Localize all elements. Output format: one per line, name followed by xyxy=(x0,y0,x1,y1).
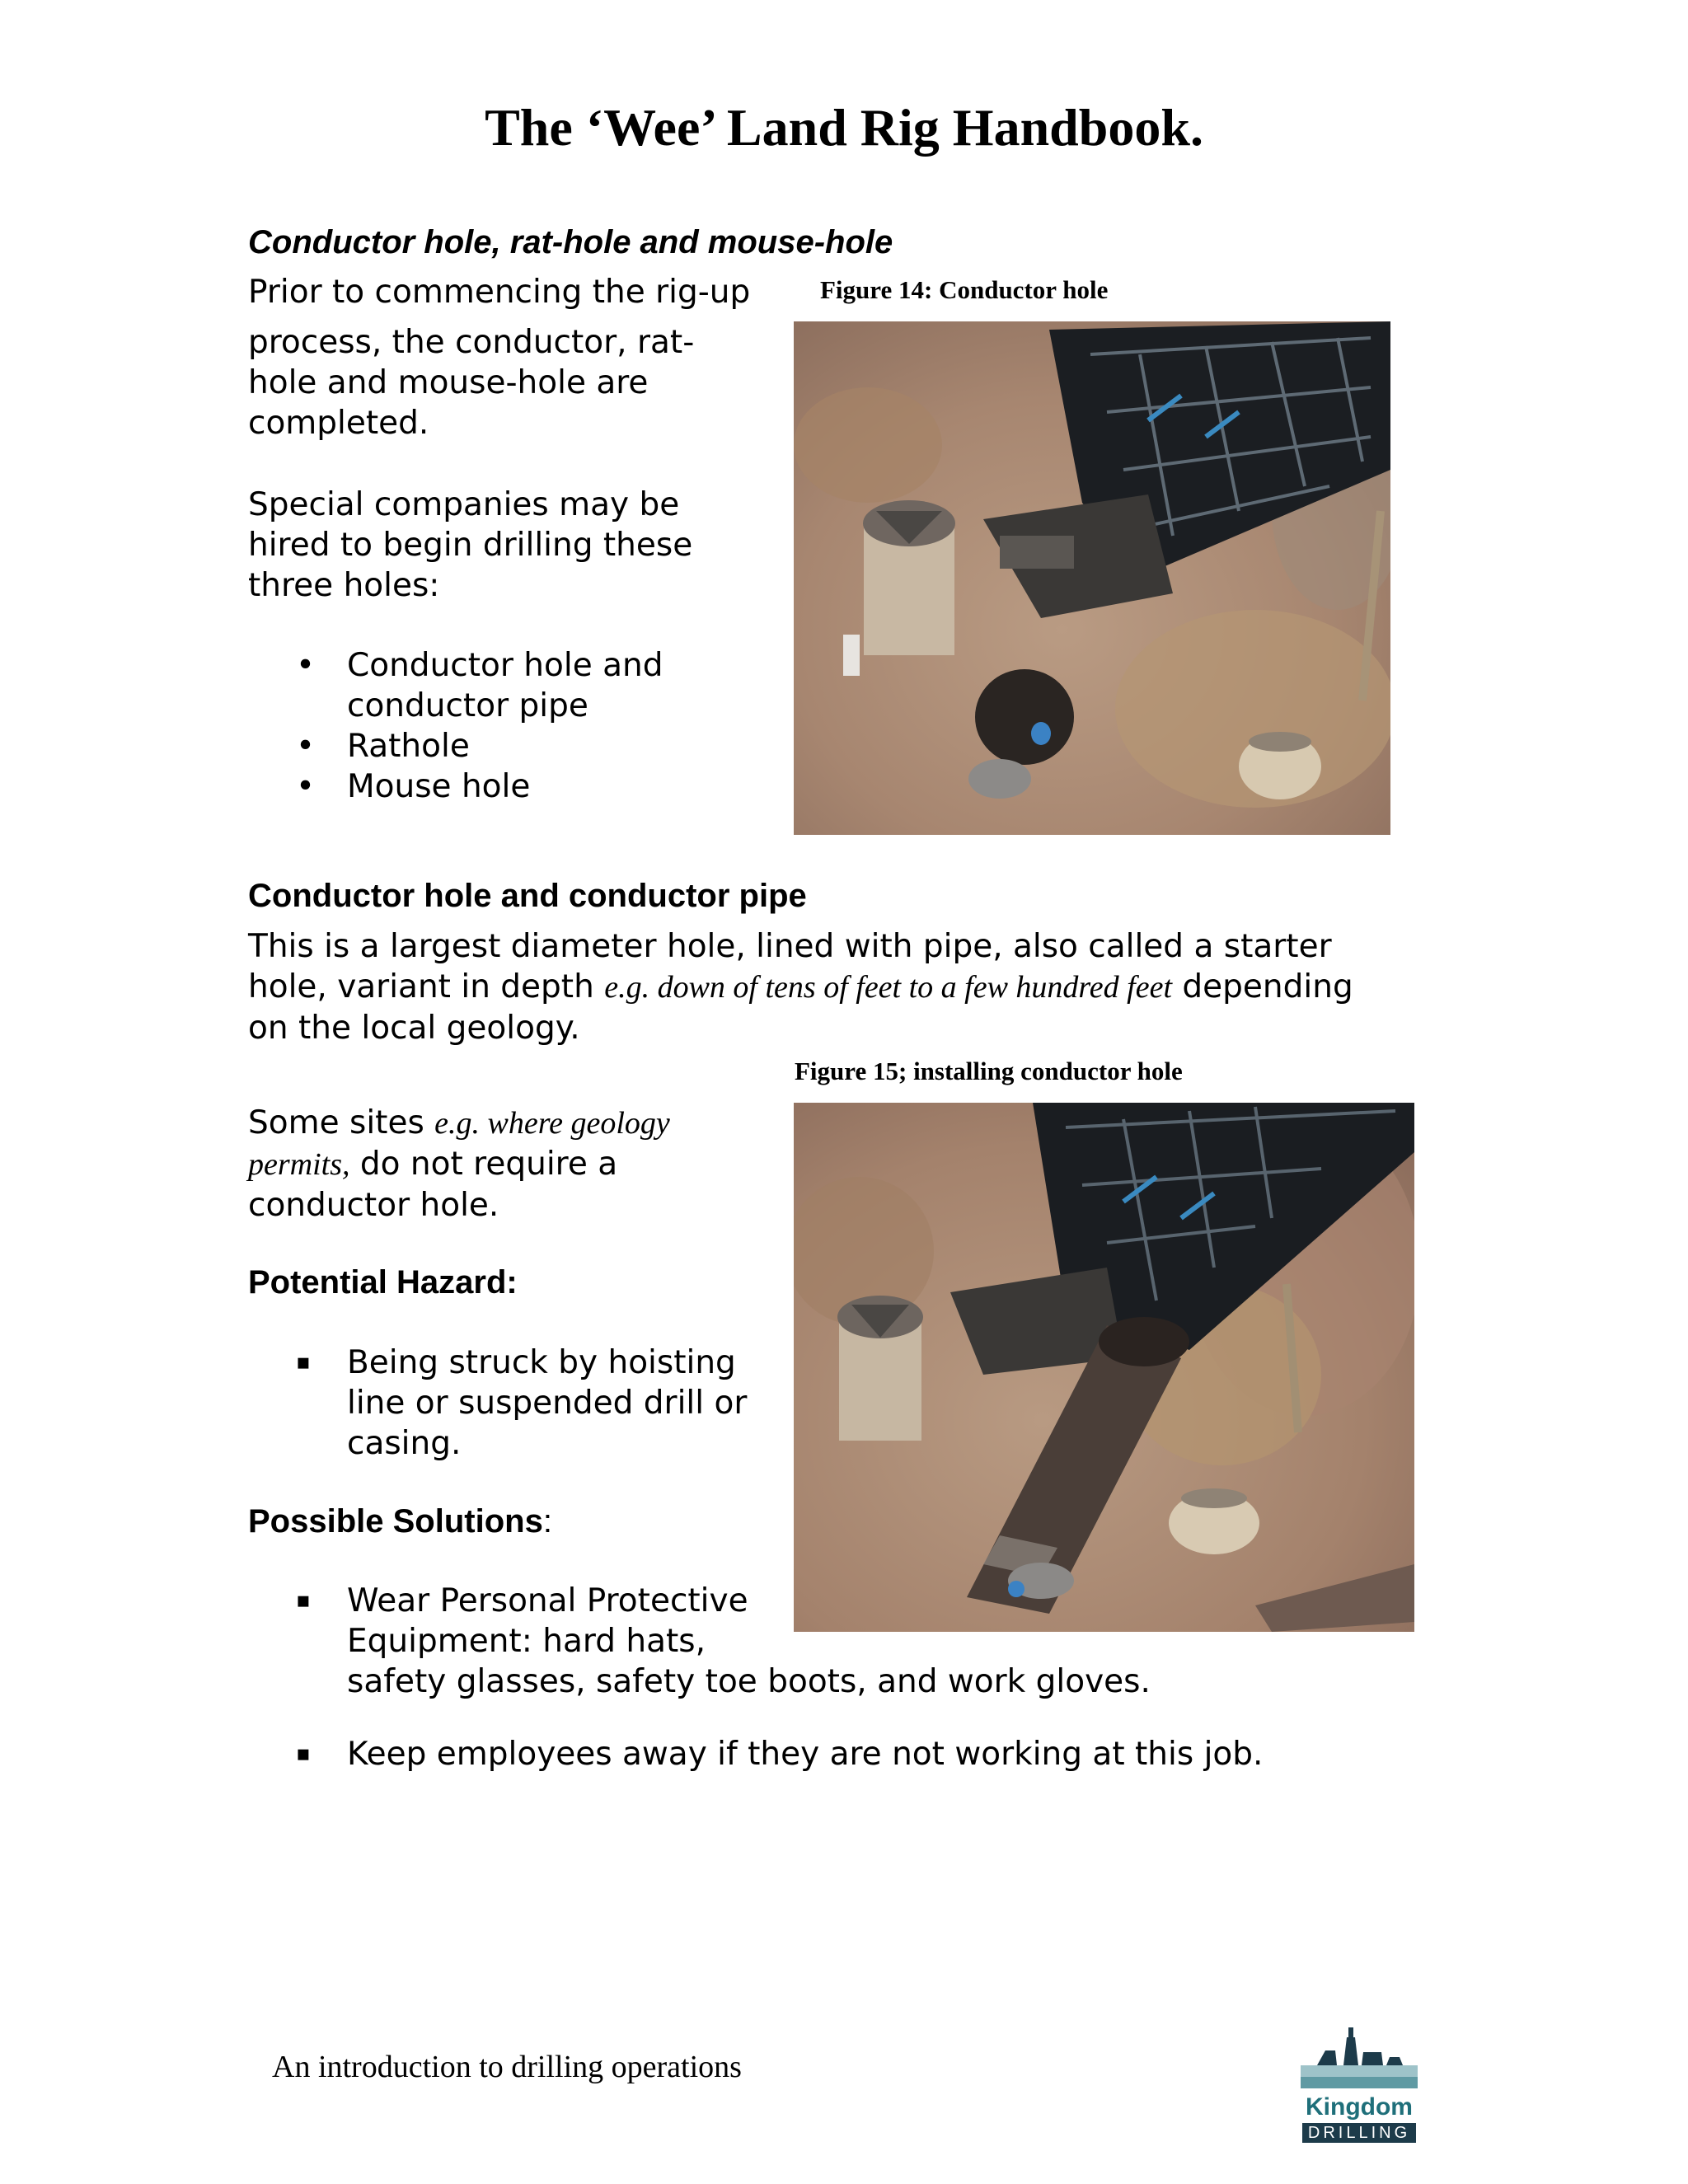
companies-line-2: hired to begin drilling these xyxy=(248,527,693,564)
list-item-text: Wear Personal Protective xyxy=(347,1582,748,1619)
kingdom-drilling-logo xyxy=(1301,2026,1418,2149)
intro-paragraph xyxy=(248,272,750,443)
conductor-line-2 xyxy=(248,967,1353,1008)
section-heading-holes: Conductor hole, rat-hole and mouse-hole xyxy=(248,224,893,260)
logo-wordmark: Kingdom xyxy=(1306,2093,1413,2121)
bullet-mark: • xyxy=(296,647,316,684)
some-sites-paragraph xyxy=(248,1103,670,1226)
list-item-text: line or suspended drill or xyxy=(347,1385,748,1422)
footer-text: An introduction to drilling operations xyxy=(272,2050,742,2084)
solutions-heading xyxy=(248,1503,552,1540)
list-item xyxy=(296,726,663,766)
hazard-heading: Potential Hazard: xyxy=(248,1264,518,1301)
page-title: The ‘Wee’ Land Rig Handbook. xyxy=(485,98,1203,157)
conductor-line-2-example: e.g. down of tens of feet to a few hundred feet xyxy=(604,970,1173,1005)
companies-line-1: Special companies may be xyxy=(248,486,680,523)
solutions-list xyxy=(296,1581,1264,1774)
hazard-list xyxy=(296,1343,748,1464)
some-sites-text: Some sites xyxy=(248,1104,435,1141)
list-item xyxy=(296,645,663,726)
intro-line-4: completed. xyxy=(248,405,429,442)
companies-line-3: three holes: xyxy=(248,567,440,604)
intro-line-1: Prior to commencing the rig-up xyxy=(248,274,751,311)
bullet-mark: ▪ xyxy=(296,1350,311,1375)
list-item-text: Conductor hole and xyxy=(347,647,663,684)
some-sites-line-1 xyxy=(248,1103,670,1144)
conductor-line-1: This is a largest diameter hole, lined with pipe, also called a starter xyxy=(248,928,1332,965)
intro-line-2: process, the conductor, rat- xyxy=(248,324,695,361)
solutions-heading-colon: : xyxy=(542,1503,552,1540)
list-item-text: Keep employees away if they are not working at this job. xyxy=(347,1736,1264,1773)
bullet-mark: • xyxy=(296,768,316,805)
bullet-mark: ▪ xyxy=(296,1741,311,1766)
list-item xyxy=(296,766,663,807)
holes-bullet-list xyxy=(296,645,663,807)
bullet-mark: ▪ xyxy=(296,1588,311,1613)
intro-line-3: hole and mouse-hole are xyxy=(248,364,649,401)
some-sites-line-2 xyxy=(248,1144,670,1185)
list-item xyxy=(296,1734,1264,1774)
conductor-line-3: on the local geology. xyxy=(248,1010,580,1047)
rig-icon xyxy=(1301,2026,1418,2092)
list-item-text: Being struck by hoisting xyxy=(347,1344,736,1381)
list-item xyxy=(296,1343,748,1464)
some-sites-example: e.g. where geology xyxy=(434,1106,670,1141)
companies-paragraph xyxy=(248,485,692,606)
list-item-text: conductor pipe xyxy=(347,687,588,724)
figure-14-photo xyxy=(794,321,1390,835)
list-item-text: Rathole xyxy=(347,728,470,765)
list-item-text: Equipment: hard hats, xyxy=(347,1623,706,1660)
solutions-heading-text: Possible Solutions xyxy=(248,1503,543,1540)
section-heading-conductor: Conductor hole and conductor pipe xyxy=(248,878,807,914)
figure-14-caption: Figure 14: Conductor hole xyxy=(820,275,1109,304)
conductor-line-2-start: hole, variant in depth xyxy=(248,968,605,1005)
figure-15-photo xyxy=(794,1103,1414,1632)
some-sites-line-3: conductor hole. xyxy=(248,1187,499,1224)
figure-15-caption: Figure 15; installing conductor hole xyxy=(795,1057,1183,1085)
list-item xyxy=(296,1581,1263,1702)
conductor-paragraph xyxy=(248,926,1353,1048)
logo-subtitle: DRILLING xyxy=(1302,2123,1416,2143)
conductor-line-2-end: depending xyxy=(1172,968,1353,1005)
list-item-text: casing. xyxy=(347,1425,462,1462)
bullet-mark: • xyxy=(296,728,316,765)
some-sites-example-cont: permits, xyxy=(248,1147,350,1182)
some-sites-text-cont: do not require a xyxy=(349,1146,618,1183)
list-item-text: Mouse hole xyxy=(347,768,531,805)
list-item-text: safety glasses, safety toe boots, and work gloves. xyxy=(347,1663,1151,1700)
